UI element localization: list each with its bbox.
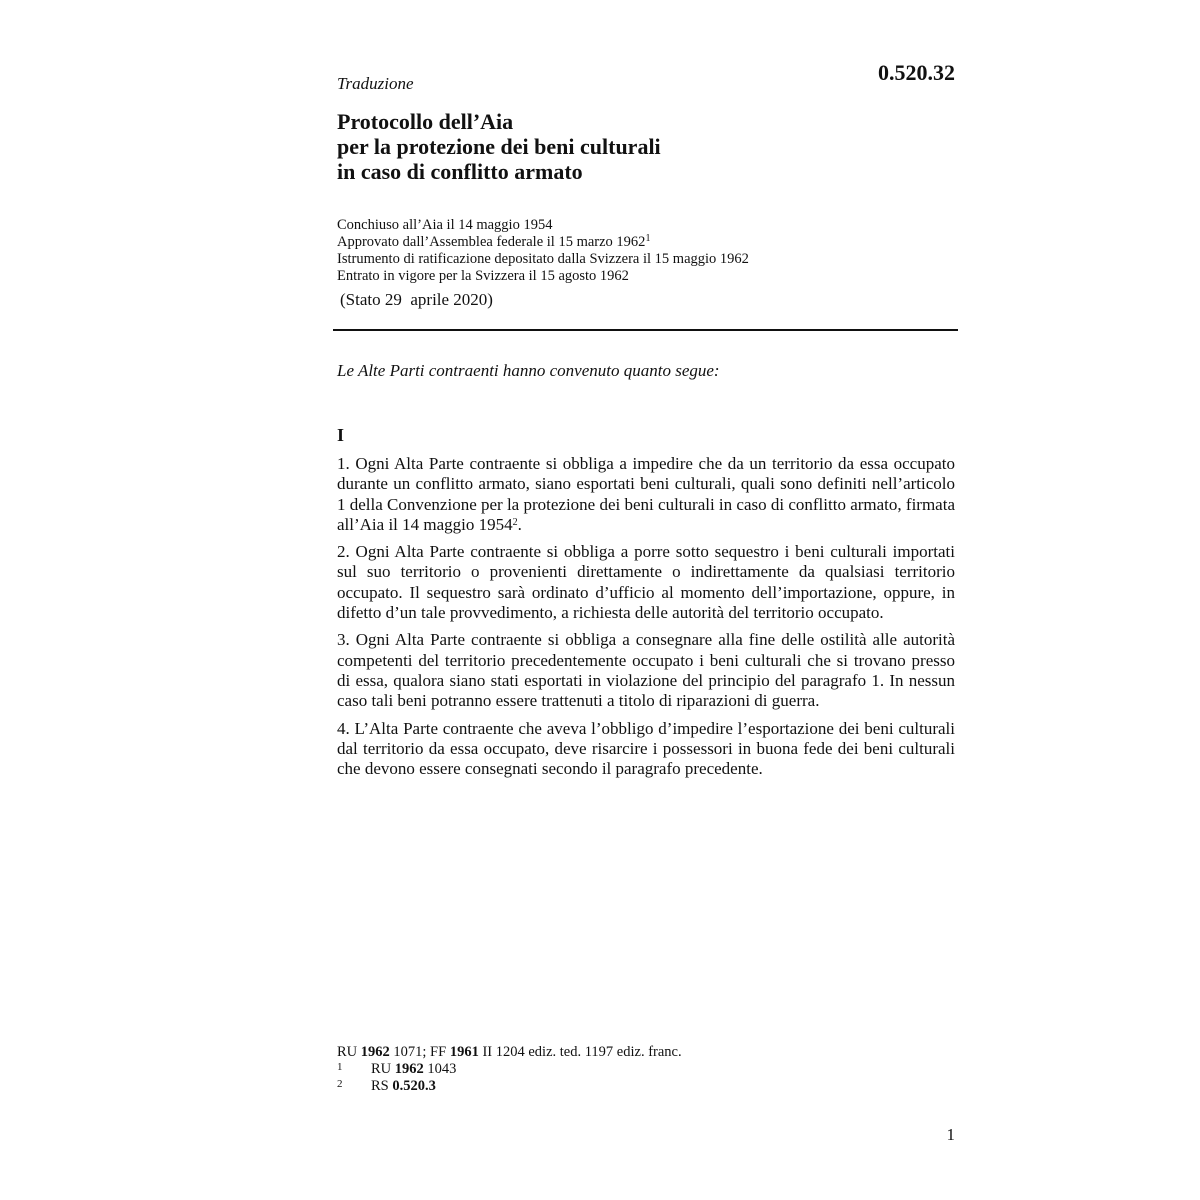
sr-number: 0.520.32 <box>878 60 955 85</box>
meta-approved-line <box>337 234 749 251</box>
footnote-text: II 1204 ediz. ted. 1197 ediz. franc. <box>478 1044 682 1060</box>
title-line: in caso di conflitto armato <box>337 159 583 184</box>
meta-approved: Approvato dall’Assemblea federale il 15 marzo 1962 <box>337 234 646 250</box>
footnotes <box>337 1044 682 1095</box>
paragraph: 2. Ogni Alta Parte contraente si obbliga a porre sotto sequestro i beni culturali importati sul suo territorio o provenienti direttamente o indirettamente da qualsiasi territorio occupato. Il sequestro sarà ordinato d’ufficio al momento dell’importazione, oppure, in difetto d’un tale provvedimento, a richiesta delle autorità del territorio occupato. <box>337 542 955 623</box>
title-line: Protocollo dell’Aia <box>337 109 514 134</box>
paragraph: 3. Ogni Alta Parte contraente si obbliga a consegnare alla fine delle ostilità alle autorità competenti del territorio precedentemente occupato i beni culturali che si trovano presso di essa, qualora siano stati esportati in violazione del principio del paragrafo 1. In nessun caso tali beni potranno essere trattenuti a titolo di riparazioni di guerra. <box>337 630 955 711</box>
footnote-item: 1 RU 1962 1043 <box>337 1061 457 1077</box>
footnote-bold: 1962 <box>360 1044 390 1060</box>
document-title <box>337 109 661 184</box>
header-divider <box>333 329 958 331</box>
document-status: (Stato 29 aprile 2020) <box>340 290 493 309</box>
meta-concluded: Conchiuso all’Aia il 14 maggio 1954 <box>337 217 553 233</box>
section-body <box>337 454 955 786</box>
footnote-item: 2 RS 0.520.3 <box>337 1078 436 1094</box>
document-metadata <box>337 217 749 285</box>
paragraph-text: 1. Ogni Alta Parte contraente si obbliga a impedire che da un territorio da essa occupato durante un conflitto armato, siano esportati beni culturali, quali sono definiti nell’articolo 1 della Convenzione per la protezione dei beni culturali in caso di conflitto armato, firmata all’Aia il 14 maggio 1954 <box>337 454 955 534</box>
footnote-text: RU <box>337 1044 361 1060</box>
footnote-text: RU <box>371 1061 395 1077</box>
paragraph-tail: . <box>517 514 522 534</box>
page-number: 1 <box>946 1125 955 1144</box>
footnote-text: 1043 <box>423 1061 457 1077</box>
footnote-source <box>337 1044 682 1061</box>
footnote-ref[interactable]: 1 <box>645 233 651 244</box>
footnote-bold: 1962 <box>394 1061 424 1077</box>
preamble: Le Alte Parti contraenti hanno convenuto quanto segue: <box>337 361 720 380</box>
section-heading: I <box>337 425 345 445</box>
meta-in-force: Entrato in vigore per la Svizzera il 15 agosto 1962 <box>337 268 629 284</box>
footnote-ref[interactable]: 2 <box>512 516 518 528</box>
footnote-text: 1071; FF <box>389 1044 450 1060</box>
paragraph <box>337 454 955 535</box>
footnote-text: RS <box>371 1078 393 1094</box>
translation-label: Traduzione <box>337 74 414 93</box>
footnote-bold: 0.520.3 <box>392 1078 436 1094</box>
meta-ratification: Istrumento di ratificazione depositato dalla Svizzera il 15 maggio 1962 <box>337 251 749 267</box>
footnote-bold: 1961 <box>449 1044 479 1060</box>
title-line: per la protezione dei beni culturali <box>337 134 661 159</box>
paragraph: 4. L’Alta Parte contraente che aveva l’obbligo d’impedire l’esportazione dei beni culturali dal territorio da essa occupato, deve risarcire i possessori in buona fede dei beni culturali che devono essere consegnati secondo il paragrafo precedente. <box>337 718 955 779</box>
